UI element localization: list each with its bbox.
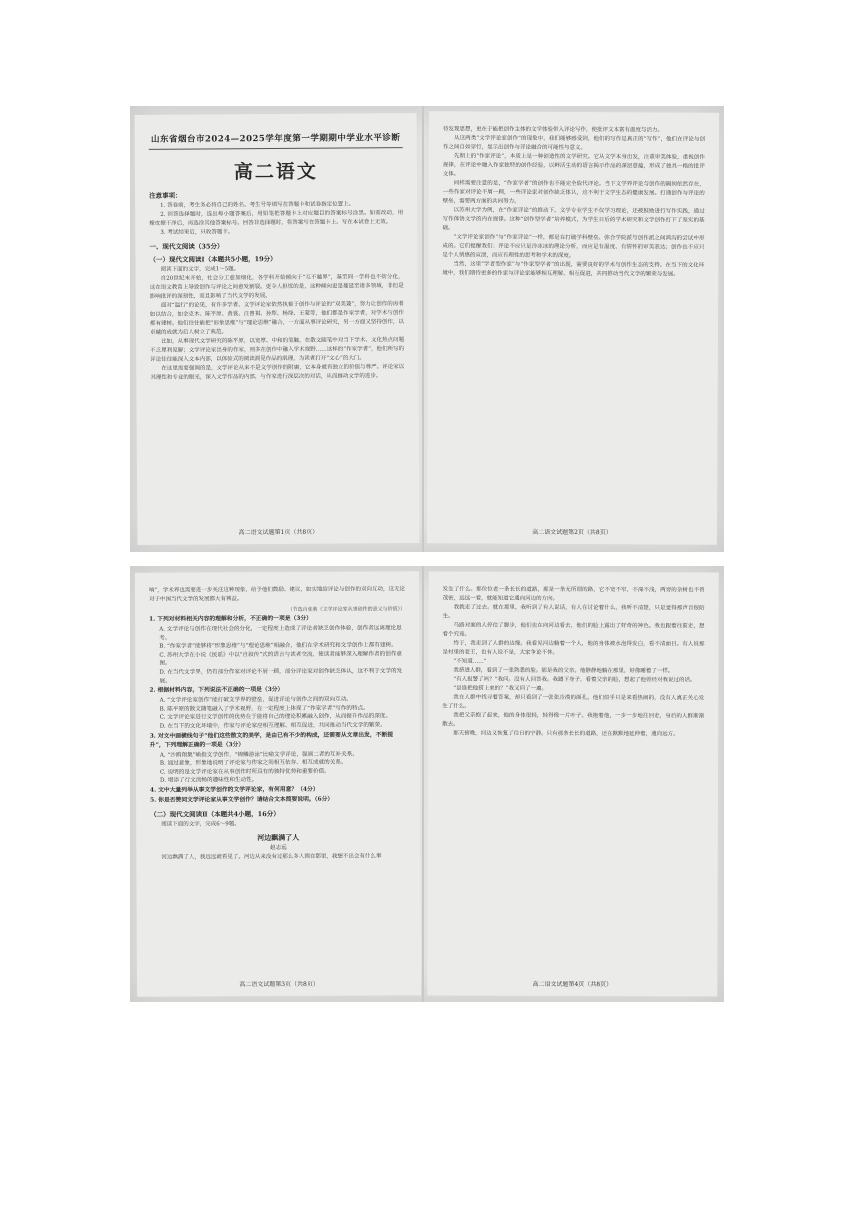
question-stem: 3. 对文中画横线句子“他们这些散文的美学，是由已有不少的构成，还需要从文章出发，不断提升”，下列理解正确的一项是（3分） xyxy=(149,731,394,749)
subsection-heading: （一）现代文阅读Ⅰ（本题共5小题，19分） xyxy=(149,255,277,264)
page-fold xyxy=(422,106,424,552)
exam-page-3 xyxy=(135,571,421,996)
question-option: A. “沙鸥翔集”喻指文学创作，“锦鳞游泳”比喻文学评论，强调二者的互补关系。 xyxy=(159,751,358,759)
page-fold xyxy=(422,566,424,1002)
question-option: D. 在当下的文化环境中，作家与评论家应相互理解、相互促进，共同推动当代文学的繁荣。 xyxy=(159,722,386,730)
question-option: B. “作家学者”能够将“形象思维”与“理论思维”相融合，他们在学术研究和文学创作上都有建树。 xyxy=(159,642,397,650)
exam-page-4 xyxy=(427,571,718,996)
story-paragraph: “有人报警了吗？”我问。没有人回答我。我蹲下身子，看着父亲的脸，想起了他曾经对我说过的话。 xyxy=(453,676,696,684)
story-paragraph: 马路对面的人停住了脚步，他们也在向河边看去，他们的脸上露出了好奇的神色。我也跟着往前走，想看个究竟。 xyxy=(442,622,705,638)
question-option: A. 文学评论与创作在现代社会的分化，一定程度上造成了评论者缺乏创作体验，创作者远离理论思考。 xyxy=(159,625,402,642)
passage-paragraph: 以苏州大学为例，在“作家评论”的推动下，文学专业学生不仅学习理论，还被鼓励进行写作实践，通过写作体悟文学的内在规律。这种“创作型学者”培养模式，为学生日后的学术研究和文学创作打下了坚实的基础。 xyxy=(442,207,705,232)
story-paragraph: “不知道……” xyxy=(453,658,487,665)
page-footer: 高二语文试题第4页（共8页） xyxy=(532,980,613,989)
notes-title: 注意事项： xyxy=(149,191,182,200)
passage-source: （节选自张莉《文学评论家从事创作的意义与价值》） xyxy=(287,606,406,613)
story-paragraph: 我挤进人群，看到了一张熟悉的脸。那是我的父亲。他静静地躺在那里，好像睡着了一样。 xyxy=(453,667,674,675)
note-item: 3. 考试结束后，只收答题卡。 xyxy=(160,229,234,236)
question-stem: 4. 文中大量列举从事文学创作的文学评论家，有何用意？（4分） xyxy=(150,786,319,794)
story-paragraph: 终于，我走到了人群的边缘。我看见河边躺着一个人，他的身体被水泡得发白，看不清面目。有人说那是村里的老王，也有人说不是，大家争论不休。 xyxy=(442,640,705,656)
question-stem: 1. 下列对材料相关内容的理解和分析，不正确的一项是（3分） xyxy=(149,615,312,623)
passage-paragraph: 先期上的“作家评论”，本质上是一种创造性的文学研究。它从文学本身出发，注重审美体验，重视创作规律，在评论中融入作家独特的创作经验，以鲜活生动的语言揭示作品的深层意蕴，形成了独具一格的批评文体。 xyxy=(442,153,705,178)
question-stem: 2. 根据材料内容，下列说法不正确的一项是（3分） xyxy=(149,687,284,694)
story-paragraph: 那天傍晚，河边又恢复了往日的宁静。只有那条长长的道路，还在默默地延伸着，通向远方。 xyxy=(453,730,679,738)
passage-paragraph: 比如，从事现代文学研究的陈平原，以宽厚、中和的笔触，在散文随笔中对当下学术、文化热点问题不乏犀利见解；文学评论家出身的作家，则多在创作中融入学术视野……这样的“作家学者”，他们所写的评论往往能深入文本内部，以体验式的阅读洞见作品的肌理，为读者打开“文心”的大门。 xyxy=(150,337,405,363)
photo-pages-1-2 xyxy=(130,106,724,552)
exam-title: 高二语文 xyxy=(233,160,318,184)
story-paragraph: 我就走了过去。就在那里，我听到了有人说话，有人在讨论着什么，我听不清楚，只是觉得那声音很陌生。 xyxy=(442,604,705,620)
passage-paragraph: 在这里需要强调的是，文学评论从来不是文学创作的附庸，它本身就有独立的价值与尊严。评论家以其理性和专业的眼光，深入文学作品的内部，与作家进行深层次的对话，从而推动文学的进步。 xyxy=(150,364,405,381)
story-paragraph: 河边飘满了人，我远远就看见了。河边从来没有过那么多人围在那里，我想不出会有什么事 xyxy=(161,853,382,861)
story-paragraph: “是谁把他捞上来的？”我又问了一遍。 xyxy=(453,685,547,692)
passage-paragraph: 响”，学术界也需要进一步关注这种现象，给予他们鼓励、建议，如实地给评论与创作的双向互动，这无论对于中国当代文学的发展都大有裨益。 xyxy=(148,586,405,603)
instruction: 阅读下面的文字，完成1～5题。 xyxy=(160,266,240,273)
page-footer: 高二语文试题第3页（共8页） xyxy=(239,980,319,989)
question-option: D. 增添了行文流畅的趣味性和生动性。 xyxy=(159,777,258,784)
passage-paragraph: “文学评论家创作”与“作家评论”一样，都是在打破学科壁垒、弥合学院派与创作派之间鸿沟的尝试中形成的。它们提醒我们：评论不应只是冷冰冰的理论分析，而应是有温度、有情怀的审美表达；创作也不应只是个人情感的宣泄，而应有理性的思考和学术的深度。 xyxy=(442,234,705,260)
story-paragraph: 我把父亲抱了起来，他的身体很轻，轻得像一片叶子。我抱着他，一步一步地往回走，身后的人群渐渐散去。 xyxy=(442,712,705,728)
passage-paragraph: 自20世纪末开始，社会分工愈加细化，各学科开始倾向于“互不越界”，基至同一学科也不妨分化，这在语文教育上导致创作与评论之间愈发割裂。更令人担忧的是，这种倾向更是蔓延至诸多领域，非但是影响批评的深刻性，而且影响了当代文学的发展。 xyxy=(149,274,404,300)
note-item: 2. 回答选择题时，选出每小题答案后，用铅笔把答题卡上对应题目的答案标号涂黑。如需改动，用橡皮擦干净后，再选涂其他答案标号。回答非选择题时，将答案写在答题卡上。写在本试卷上无效。 xyxy=(149,210,404,227)
passage-paragraph: 面对“温行”的论见，有许多学者、文学评论家依然执着于创作与评论的“双美兼”，努力让创作的再者如以结合，如金克木、陈平原、黄裳、汪曾祺、孙犁、杨绛、王蒙等，他们都是作家学者，对学术与创作都有建树。他们往往能把“形象思维”与“理论思维”融合，一方面从事评论研究，另一方面又坚持创作，以卓越的成就为后人树立了典范。 xyxy=(149,301,404,336)
exam-header: 山东省烟台市2024—2025学年度第一学期期中学业水平诊断 xyxy=(150,133,401,145)
passage-paragraph: 从这两类“文学评论家创作”的现象中，我们能够感受到，他们的写作是真正的“写作”，他们在评论与创作之间自如穿行，显示出创作与评论融合的可能性与意义。 xyxy=(442,135,706,152)
question-option: D. 在当代文学界，仍有部分作家对评论不屑一顾，部分评论家对创作缺乏体认，这不利于文学的发展。 xyxy=(159,668,403,685)
subsection-heading: （二）现代文阅读Ⅱ（本题共4小题，16分） xyxy=(150,809,280,819)
exam-page-1 xyxy=(135,113,420,545)
question-option: B. 通过意象，形象地说明了评论家与作家之间相互依存、相互成就的关系。 xyxy=(159,759,347,767)
note-item: 1. 答卷前，考生务必将自己的姓名、考生号等填写在答题卡和试卷指定位置上。 xyxy=(160,201,355,209)
header-divider xyxy=(149,147,403,150)
photo-pages-3-4 xyxy=(130,566,724,1002)
story-author: 赵志远 xyxy=(270,844,287,851)
story-title: 河边飘满了人 xyxy=(257,832,300,843)
section-heading: 一、现代文阅读（35分） xyxy=(149,242,224,251)
passage-paragraph: 同样需要注意的是，“作家学者”的创作也不能完全取代评论。当下文学界评论与创作的隔阂依然存在，一些作家对评论不屑一顾，一些评论家对创作缺乏体认，这不利于文学生态的健康发展。打通创作与评论的壁垒，需要两方面的共同努力。 xyxy=(442,180,705,205)
instruction: 阅读下面的文字，完成6～9题。 xyxy=(161,821,240,828)
question-option: A. “文学评论家创作”能打破文学界的壁垒，促进评论与创作之间的双向互动。 xyxy=(159,696,352,704)
page-footer: 高二语文试题第2页（共8页） xyxy=(532,528,612,537)
question-option: C. 文学评论家进行文学创作的优势在于能将自己的理论积累融入创作，从而提升作品的深度。 xyxy=(159,713,392,721)
story-paragraph: 发生了什么。那位位老一条长长的道路，那是一条无所谓的路，它不宽不窄，不深不浅，两旁的杂树也不曾茂密，远远一看，就能知道它通向河边的方向。 xyxy=(442,586,705,602)
question-option: B. 陈平原的散文随笔融入了学术视野，在一定程度上体现了“作家学者”写作的特点。 xyxy=(159,705,369,713)
question-option: C. 说明的是文学评论家在从事创作时所具有的独特优势和重要价值。 xyxy=(159,768,330,776)
page-footer: 高二语文试题第1页（共8页） xyxy=(238,528,319,537)
story-paragraph: 我在人群中找寻着答案，却只看到了一张张冷漠的面孔。他们似乎只是来看热闹的，没有人真正关心发生了什么。 xyxy=(442,694,705,710)
question-stem: 5. 你是否赞同文学评论家从事文学创作？请结合文本简要说明。（6分） xyxy=(150,796,334,804)
exam-page-2 xyxy=(427,111,719,545)
question-option: C. 苏州大学在小说《民谣》中以“自叙传”式的语言与读者交流，使读者能够深入理解作者的创作意图。 xyxy=(159,651,403,667)
passage-paragraph: 当然，这里“学者型作家”与“作家型学者”的出现，需要良好的学术与创作生态的支持。在当下的文化环境中，我们期待更多的作家与评论家能够相互理解、相互促进，共同推动当代文学的繁荣与发展。 xyxy=(442,261,705,278)
passage-paragraph: 待发现思想，更在于能把创作主体的文学体验带入评论写作，使批评文本富有温度与活力。 xyxy=(443,126,664,134)
